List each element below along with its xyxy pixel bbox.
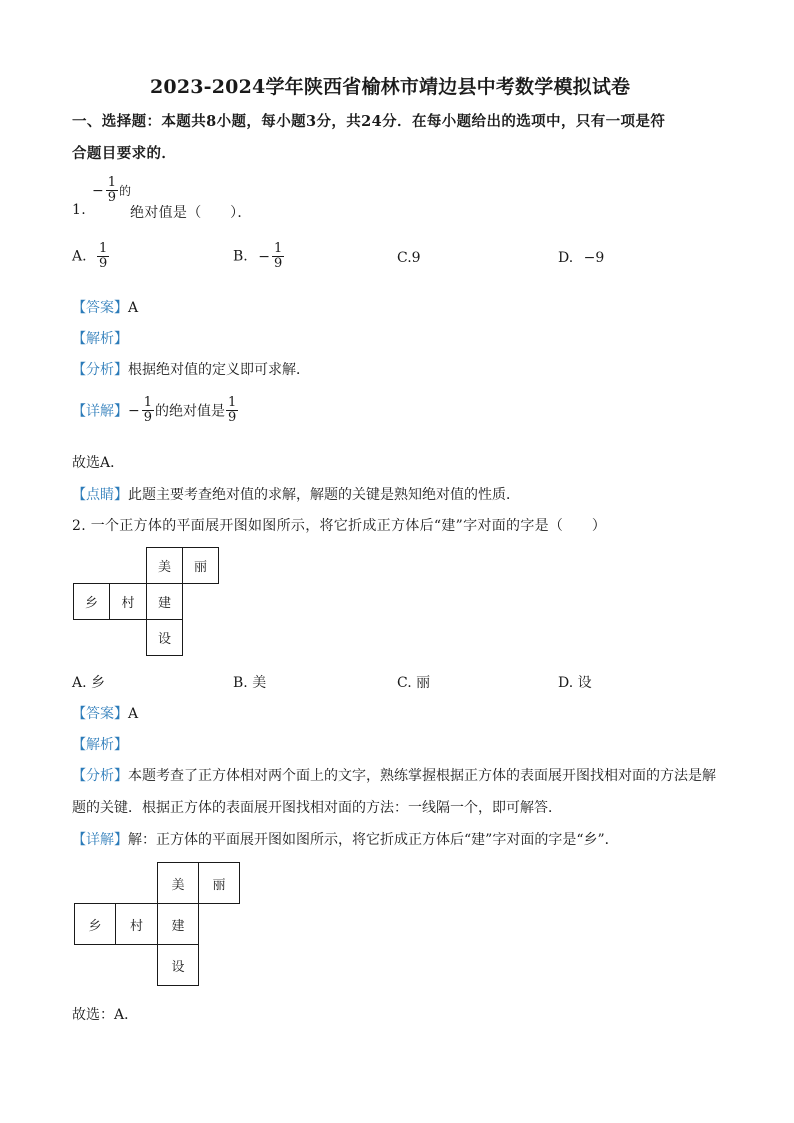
q1-fenxi-text: 根据绝对值的定义即可求解． — [128, 362, 310, 378]
q1-option-b-num: 1 — [273, 241, 283, 256]
q1-option-a-num: 1 — [99, 241, 108, 256]
q2-option-a — [72, 672, 105, 692]
q1-fenxi-label: 【分析】 — [72, 362, 128, 378]
q2-detail-label: 【详解】 — [72, 832, 128, 848]
q1-detail-lhs-den: 9 — [143, 410, 153, 425]
q1-option-a-letter: A. — [72, 248, 87, 265]
q1-detail-lhs-sign: − — [128, 402, 140, 419]
q2-stem: 2. 一个正方体的平面展开图如图所示，将它折成正方体后“建”字对面的字是（ ） — [72, 518, 607, 534]
net-cell-xiang: 乡 — [73, 583, 110, 620]
q1-option-b-letter: B. — [233, 248, 248, 265]
q1-choose: 故选A． — [72, 455, 125, 471]
q2-option-b — [233, 672, 266, 692]
net2-cell-cun: 村 — [115, 903, 158, 945]
q2-detail-text: 解：正方体的平面展开图如图所示，将它折成正方体后“建”字对面的字是“乡”． — [128, 832, 619, 848]
net2-cell-mei: 美 — [157, 862, 199, 904]
q1-answer-label: 【答案】 — [72, 300, 128, 316]
net2-cell-xiang: 乡 — [74, 903, 116, 945]
q2-option-d-text: 设 — [577, 675, 592, 691]
q1-option-b-sign: − — [258, 248, 270, 265]
q2-answer-label: 【答案】 — [72, 706, 128, 722]
q1-option-a-den: 9 — [99, 256, 108, 271]
q2-option-d — [558, 672, 592, 692]
q2-answer — [72, 703, 138, 723]
net2-cell-li: 丽 — [198, 862, 240, 904]
q2-option-b-letter: B. — [233, 675, 248, 691]
q1-option-b — [233, 242, 285, 271]
q2-option-c-letter: C. — [397, 675, 412, 691]
q1-detail-mid: 的绝对值是 — [155, 403, 226, 420]
q1-option-d-letter: D. — [558, 250, 574, 266]
net2-cell-jian: 建 — [157, 903, 199, 945]
q2-option-c-text: 丽 — [416, 675, 431, 691]
q2-fenxi-text1: 本题考查了正方体相对两个面上的文字，熟练掌握根据正方体的表面展开图找相对面的方法是解 — [128, 768, 716, 784]
q1-fenxi — [72, 359, 310, 379]
q1-fraction-sign: − — [92, 182, 104, 199]
q1-option-b-den: 9 — [273, 256, 283, 271]
q1-option-a — [72, 242, 110, 271]
q2-fenxi-line1 — [72, 765, 716, 785]
q2-analysis-label: 【解析】 — [72, 737, 128, 753]
q1-number: 1. — [72, 202, 86, 218]
q1-stem-text: 绝对值是（ ）． — [130, 205, 252, 221]
q1-option-d — [558, 250, 604, 266]
net-cell-li: 丽 — [182, 547, 219, 584]
q1-option-c — [397, 250, 421, 266]
q1-option-c-text: 9 — [411, 250, 421, 266]
q2-fenxi-label: 【分析】 — [72, 768, 128, 784]
net-cell-she: 设 — [146, 619, 183, 656]
section-heading-line2: 合题目要求的． — [72, 145, 177, 162]
q1-answer-value: A — [128, 300, 139, 316]
q1-dianjing-label: 【点睛】 — [72, 487, 128, 503]
q1-option-c-letter: C. — [397, 250, 412, 266]
q1-detail-label: 【详解】 — [72, 403, 128, 420]
q2-option-a-text: 乡 — [91, 675, 106, 691]
q2-option-a-letter: A. — [72, 675, 87, 691]
net2-cell-she: 设 — [157, 944, 199, 986]
q2-option-c — [397, 672, 430, 692]
q2-cube-net-solution — [74, 862, 241, 987]
q1-fraction-num: 1 — [107, 175, 117, 190]
q2-fenxi-line2: 题的关键．根据正方体的表面展开图找相对面的方法：一线隔一个，即可解答． — [72, 800, 562, 816]
q2-detail — [72, 829, 619, 849]
q1-dianjing-text: 此题主要考查绝对值的求解，解题的关键是熟知绝对值的性质． — [128, 487, 520, 503]
net-cell-jian: 建 — [146, 583, 183, 620]
q1-dianjing — [72, 484, 520, 504]
q1-detail-rhs-num: 1 — [228, 395, 237, 410]
q1-analysis-label: 【解析】 — [72, 331, 128, 347]
q1-option-d-text: −9 — [583, 250, 605, 266]
q1-stem-de: 的 — [119, 184, 132, 198]
q1-stem-fraction — [92, 176, 131, 205]
q1-answer — [72, 297, 138, 317]
q2-cube-net — [73, 547, 219, 657]
page-title: 2023-2024学年陕西省榆林市靖边县中考数学模拟试卷 — [150, 76, 631, 98]
q1-fraction-den: 9 — [107, 190, 117, 205]
q2-choose: 故选：A． — [72, 1007, 139, 1023]
q1-detail-lhs-num: 1 — [143, 395, 153, 410]
q2-answer-value: A — [128, 706, 139, 722]
section-heading-line1: 一、选择题：本题共8小题，每小题3分，共24分．在每小题给出的选项中，只有一项是符 — [72, 113, 666, 130]
q2-option-d-letter: D. — [558, 675, 574, 691]
q2-option-b-text: 美 — [252, 675, 267, 691]
net-cell-cun: 村 — [109, 583, 147, 620]
net-cell-mei: 美 — [146, 547, 183, 584]
q1-detail — [72, 396, 239, 425]
q1-detail-rhs-den: 9 — [228, 410, 237, 425]
